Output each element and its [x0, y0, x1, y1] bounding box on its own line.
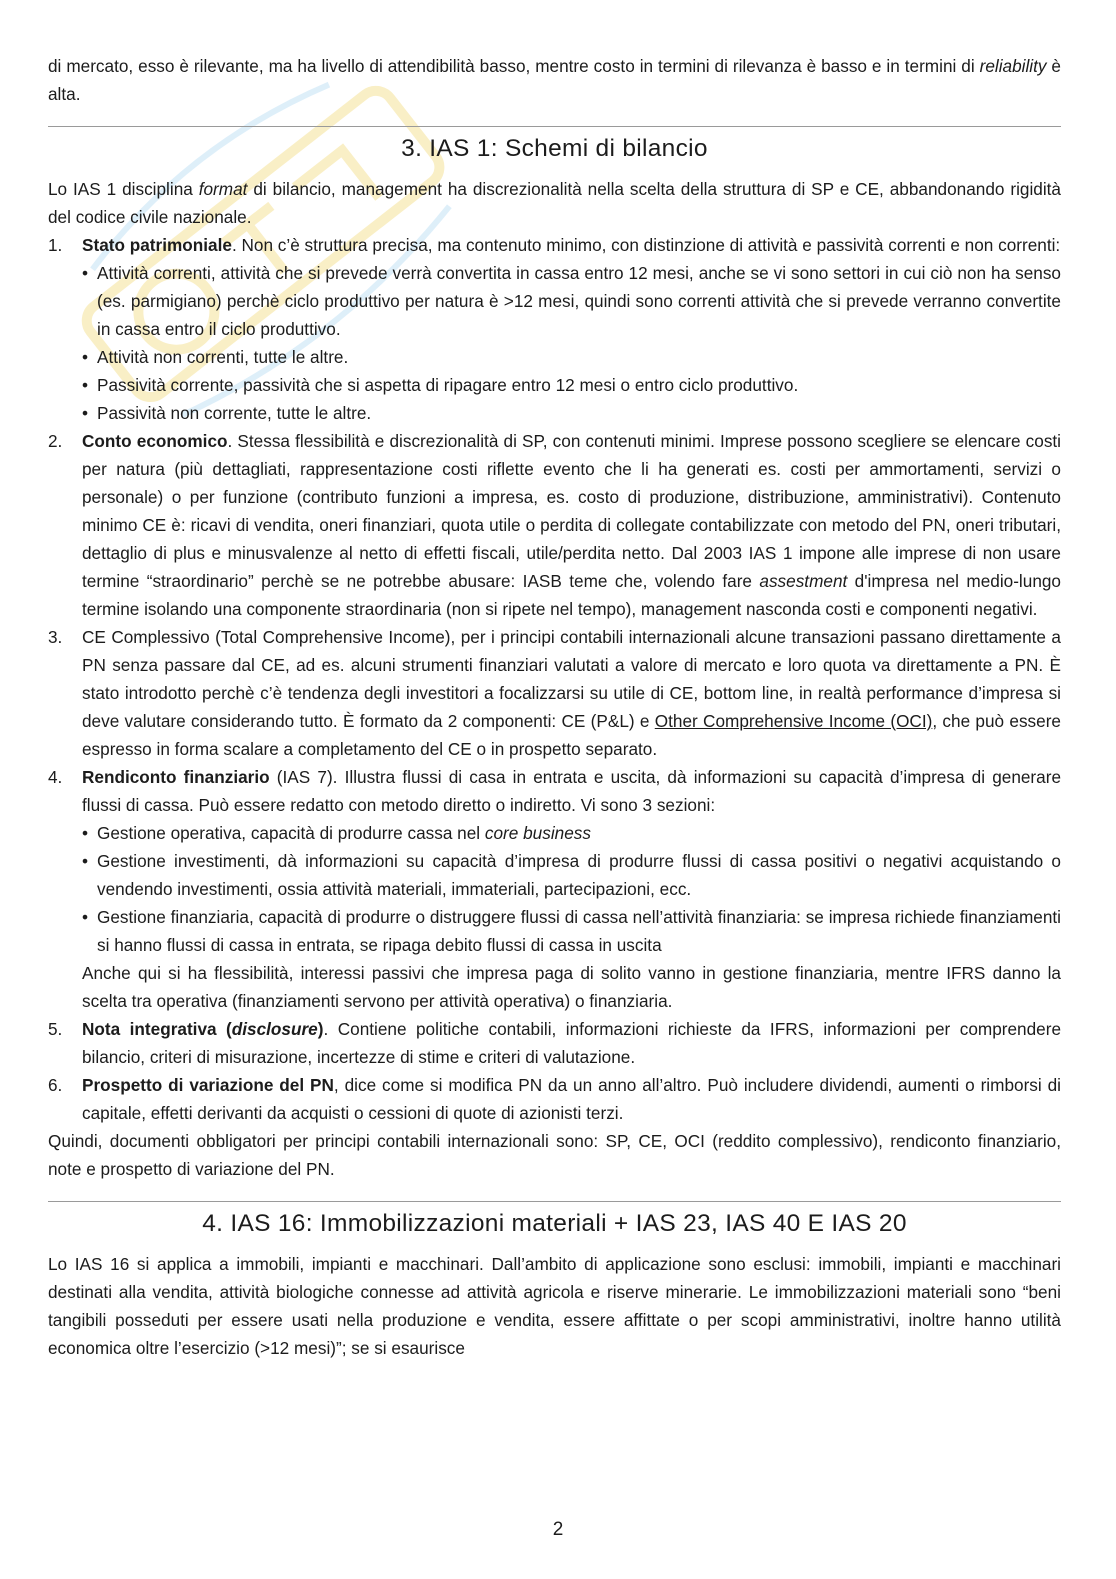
oci-link-text: Other Comprehensive Income (OCI)	[654, 711, 933, 731]
section-4-paragraph: Lo IAS 16 si applica a immobili, impianti e macchinari. Dall’ambito di applicazione sono esclusi: immobili, impianti e macchinari destinati alla vendita, attività biologiche connesse ad attività agricola e riserve minerarie. Le immobilizzazioni materiali sono “beni tangibili posseduti per essere usati nella produzione e vendita, essere affittate o per scopi amministrativi, inoltre hanno utilità economica oltre l’esercizio (>12 mesi)”; se si esaurisce	[48, 1254, 1061, 1358]
list-item: 4. Rendiconto finanziario (IAS 7). Illustra flussi di casa in entrata e uscita, dà informazioni su capacità d’impresa di generare flussi di cassa. Può essere redatto con metodo diretto o indiretto. Vi sono 3 sezioni: • Gestione operativa, capacità di produrre cassa nel core business • Gestione investimenti, dà informazioni su capacità d’impresa di produrre flussi di cassa positivi o negativi acquistando o vendendo investimenti, ossia attività materiali, immateriali, partecipazioni, ecc. • Gestione finanziaria, capacità di produrre o distruggere flussi di cassa nell’attività finanziaria: se impresa richiede finanziamenti si hanno flussi di cassa in entrata, se ripaga debito flussi di cassa in uscita Anche qui si ha flessibilità, interessi passivi che impresa paga di solito vanno in gestione finanziaria, mentre IFRS danno la scelta tra operativa (finanziamenti servono per attività operativa) o finanziaria.	[48, 763, 1061, 1015]
bullet-item: • Gestione investimenti, dà informazioni su capacità d’impresa di produrre flussi di cassa positivi o negativi acquistando o vendendo investimenti, ossia attività materiali, immateriali, partecipazioni, ecc.	[82, 847, 1061, 903]
list-item-note: Anche qui si ha flessibilità, interessi passivi che impresa paga di solito vanno in gestione finanziaria, mentre IFRS danno la scelta tra operativa (finanziamenti servono per attività operativa) o finanziaria.	[82, 963, 1061, 1011]
bullet-item: • Passività corrente, passività che si aspetta di ripagare entro 12 mesi o entro ciclo produttivo.	[82, 371, 1061, 399]
bullet-item: • Gestione operativa, capacità di produrre cassa nel core business	[82, 819, 1061, 847]
section-4-heading: 4. IAS 16: Immobilizzazioni materiali + IAS 23, IAS 40 E IAS 20	[202, 1210, 907, 1237]
list-item: 5. Nota integrativa (disclosure). Contiene politiche contabili, informazioni richieste da IFRS, informazioni per comprendere bilancio, criteri di misurazione, incertezze di stime e criteri di valutazione.	[48, 1019, 1062, 1067]
list-item: 6. Prospetto di variazione del PN, dice come si modifica PN da un anno all’altro. Può includere dividendi, aumenti o rimborsi di capitale, effetti derivanti da acquisti o cessioni di quote di azionisti terzi.	[48, 1075, 1061, 1123]
bullet-item: • Gestione finanziaria, capacità di produrre o distruggere flussi di cassa nell’attività finanziaria: se impresa richiede finanziamenti si hanno flussi di cassa in entrata, se ripaga debito flussi di cassa in uscita	[82, 903, 1061, 959]
section-3-closing: Quindi, documenti obbligatori per principi contabili internazionali sono: SP, CE, OCI (reddito complessivo), rendiconto finanziario, note e prospetto di variazione del PN.	[48, 1131, 1061, 1179]
bullet-item: • Attività non correnti, tutte le altre.	[82, 343, 1061, 371]
bullet-list	[82, 819, 1061, 959]
document-page	[48, 52, 1061, 1362]
intro-paragraph: di mercato, esso è rilevante, ma ha livello di attendibilità basso, mentre costo in termini di rilevanza è basso e in termini di reliability è alta.	[48, 56, 1061, 104]
list-item: 3. CE Complessivo (Total Comprehensive Income), per i principi contabili internazionali alcune transazioni passano direttamente a PN senza passare dal CE, ad es. alcuni strumenti finanziari valutati a valore di mercato e loro quota va direttamente a PN. È stato introdotto perchè c’è tendenza degli investitori a focalizzarsi su utile di CE, bottom line, in realtà performance d’impresa si deve valutare considerando tutto. È formato da 2 componenti: CE (P&L) e Other Comprehensive Income (OCI), che può essere espresso in forma scalare a completamento del CE o in prospetto separato.	[48, 627, 1061, 759]
bullet-item: • Passività non corrente, tutte le altre.	[82, 399, 1061, 427]
section-3-intro: Lo IAS 1 disciplina format di bilancio, management ha discrezionalità nella scelta della struttura di SP e CE, abbandonando rigidità del codice civile nazionale.	[48, 179, 1061, 227]
bullet-list	[82, 259, 1061, 427]
section-3-heading: 3. IAS 1: Schemi di bilancio	[401, 135, 708, 162]
statements-list	[48, 231, 1061, 1127]
bullet-item: • Attività correnti, attività che si prevede verrà convertita in cassa entro 12 mesi, anche se vi sono settori in cui ciò non ha senso (es. parmigiano) perchè ciclo produttivo per natura è >12 mesi, quindi sono correnti attività che si prevede verranno convertite in cassa entro il ciclo produttivo.	[82, 259, 1061, 343]
section-divider	[48, 126, 1061, 127]
list-item: 1. Stato patrimoniale. Non c’è struttura precisa, ma contenuto minimo, con distinzione di attività e passività correnti e non correnti: • Attività correnti, attività che si prevede verrà convertita in cassa entro 12 mesi, anche se vi sono settori in cui ciò non ha senso (es. parmigiano) perchè ciclo produttivo per natura è >12 mesi, quindi sono correnti attività che si prevede verranno convertite in cassa entro il ciclo produttivo. • Attività non correnti, tutte le altre. • Passività corrente, passività che si aspetta di ripagare entro 12 mesi o entro ciclo produttivo. • Passività non corrente, tutte le altre.	[48, 231, 1061, 427]
list-item: 2. Conto economico. Stessa flessibilità e discrezionalità di SP, con contenuti minimi. Imprese possono scegliere se elencare costi per natura (più dettagliati, rappresentazione costi riflette evento che li ha generati es. costi per ammortamenti, servizi o personale) o per funzione (contributo funzioni a impresa, es. costo di produzione, distribuzione, amministrativi). Contenuto minimo CE è: ricavi di vendita, oneri finanziari, quota utile o perdita di collegate contabilizzate con metodo del PN, oneri tributari, dettaglio di plus e minusvalenze al netto di effetti fiscali, utile/perdita netto. Dal 2003 IAS 1 impone alle imprese di non usare termine “straordinario” perchè se ne potrebbe abusare: IASB teme che, volendo fare assestment d'impresa nel medio-lungo termine isolando una componente straordinaria (non si ripete nel tempo), management nasconda costi e componenti negativi.	[48, 431, 1062, 619]
section-divider	[48, 1201, 1061, 1202]
page-number: 2	[552, 1519, 564, 1540]
